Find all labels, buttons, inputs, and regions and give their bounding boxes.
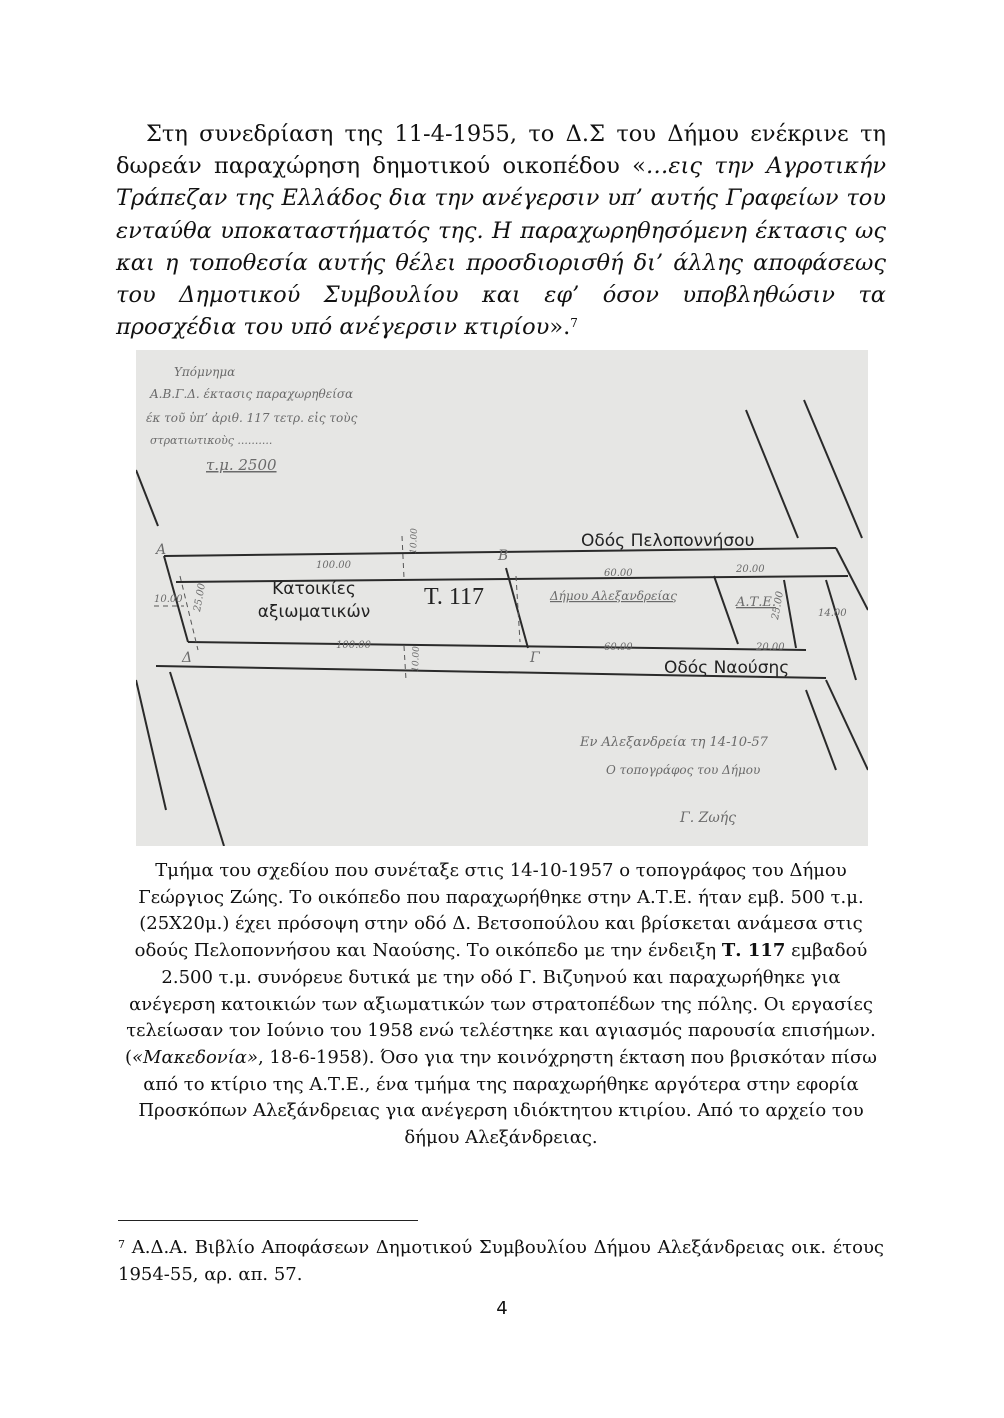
measure-bottom-right: 60.00 xyxy=(604,642,633,653)
measure-top-right: 60.00 xyxy=(604,568,633,579)
ate-label: Α.Τ.Ε. xyxy=(736,595,776,610)
signature-line-2: Ο τοπογράφος του Δήμου xyxy=(606,763,761,777)
corner-a: Α xyxy=(156,542,167,558)
body-paragraph xyxy=(116,118,886,343)
officers-housing-line-1: Κατοικίες xyxy=(272,579,356,599)
street-middle-label: Δήμου Αλεξανδρείας xyxy=(550,589,677,603)
legend-line-2: Α.Β.Γ.Δ. έκτασις παραχωρηθείσα xyxy=(150,387,354,401)
paragraph-quote: …εις την Αγροτικήν Τράπεζαν της Ελλάδος δια την ανέγερσιν υπ’ αυτής Γραφείων του ενταύθα υποκαταστήματός της. Η παραχωρηθησόμενη έκτασις ως και η τοποθεσία αυτής θέλει προσδιορισθή δι’ άλλης αποφάσεως του Δημοτικού Συμβουλίου και εφ’ όσον υποβληθώσιν τα προσχέδια του υπό ανέγερσιν κτιρίου xyxy=(116,153,886,341)
corner-d: Δ xyxy=(182,650,193,666)
plan-drawing xyxy=(136,350,868,846)
caption-italic: «Μακεδονία» xyxy=(132,1046,258,1068)
caption-text-1: Τμήμα του σχεδίου που συνέταξε στις 14-10-1957 ο τοπογράφος του Δήμου Γεώργιος Ζώης. Το οικόπεδο που παραχωρήθηκε στην Α.Τ.Ε. ήταν εμβ. 500 τ.μ. (25Χ20μ.) έχει πρόσοψη στην οδό Δ. Βετσοπούλου και βρίσκεται ανάμεσα στις οδούς Πελοποννήσου και Ναούσης. Το οικόπεδο με την ένδειξη xyxy=(134,860,864,962)
measure-ate-side: 25.00 xyxy=(770,590,786,621)
legend-line-4: στρατιωτικοὺς .......... xyxy=(150,434,273,447)
signature-name: Γ. Ζωής xyxy=(680,810,736,826)
measure-road-top: 10.00 xyxy=(409,528,420,555)
footnote-text: Α.Δ.Α. Βιβλίο Αποφάσεων Δημοτικού Συμβουλίου Δήμου Αλεξάνδρειας οικ. έτους 1954-55, αρ. απ. 57. xyxy=(118,1237,884,1285)
footnote-divider xyxy=(118,1220,418,1221)
measure-ate-top: 20.00 xyxy=(736,564,765,575)
measure-bottom-left: 100.00 xyxy=(336,640,371,651)
measure-left-side: 25.00 xyxy=(192,582,208,613)
street-label-naousis: Οδός Ναούσης xyxy=(664,658,790,678)
legend-line-3: έκ τοῦ ὑπ’ ἀριθ. 117 τετρ. εἰς τοὺς xyxy=(146,411,358,425)
figure-caption xyxy=(118,858,884,1152)
footnote xyxy=(118,1234,884,1288)
legend-area: τ.μ. 2500 xyxy=(206,456,277,474)
caption-text-2: εμβαδού 2.500 τ.μ. συνόρευε δυτικά με την οδό Γ. Βιζυηνού και παραχωρήθηκε για ανέγερση κατοικιών των αξιωματικών των στρατοπέδων της πόλης. Οι εργασίες τελείωσαν τον Ιούνιο του 1958 ενώ τελέστηκε και αγιασμός παρουσία επισήμων. ( xyxy=(125,940,876,1068)
measure-right-road: 14.00 xyxy=(818,608,847,619)
legend-title: Υπόμνημα xyxy=(174,365,236,379)
block-number: Τ. 117 xyxy=(424,584,484,610)
corner-g: Γ xyxy=(530,650,540,666)
paragraph-text-1: Στη συνεδρίαση της 11-4-1955, το Δ.Σ του Δήμου ενέκρινε τη δωρεάν παραχώρηση δημοτικού οικοπέδου « xyxy=(116,121,886,180)
cadastral-plan-figure xyxy=(136,350,868,846)
page-number: 4 xyxy=(496,1298,508,1319)
signature-line-1: Εν Αλεξανδρεία τη 14-10-57 xyxy=(580,735,768,750)
officers-housing-line-2: αξιωματικών xyxy=(257,602,371,622)
measure-ate-bottom: 20.00 xyxy=(756,642,785,653)
paragraph-text-2: ». xyxy=(549,314,571,341)
officers-housing-label xyxy=(254,578,374,624)
measure-left-road: 10.00 xyxy=(154,594,183,605)
measure-top-left: 100.00 xyxy=(316,560,351,571)
caption-text-3: , 18-6-1958). Όσο για την κοινόχρηστη έκταση που βρισκόταν πίσω από το κτίριο της Α.Τ.Ε., ένα τμήμα της παραχωρήθηκε αργότερα στην εφορία Προσκόπων Αλεξάνδρειας για ανέγερση ιδιόκτητου κτιρίου. Από το αρχείο του δήμου Αλεξάνδρειας. xyxy=(138,1046,877,1149)
footnote-number: 7 xyxy=(118,1238,125,1251)
corner-b: Β xyxy=(498,548,509,564)
footnote-reference[interactable]: 7 xyxy=(570,316,578,331)
measure-road-bottom: 10.00 xyxy=(411,646,422,673)
street-label-peloponnisou: Οδός Πελοποννήσου xyxy=(581,531,755,551)
caption-bold: Τ. 117 xyxy=(721,940,786,962)
